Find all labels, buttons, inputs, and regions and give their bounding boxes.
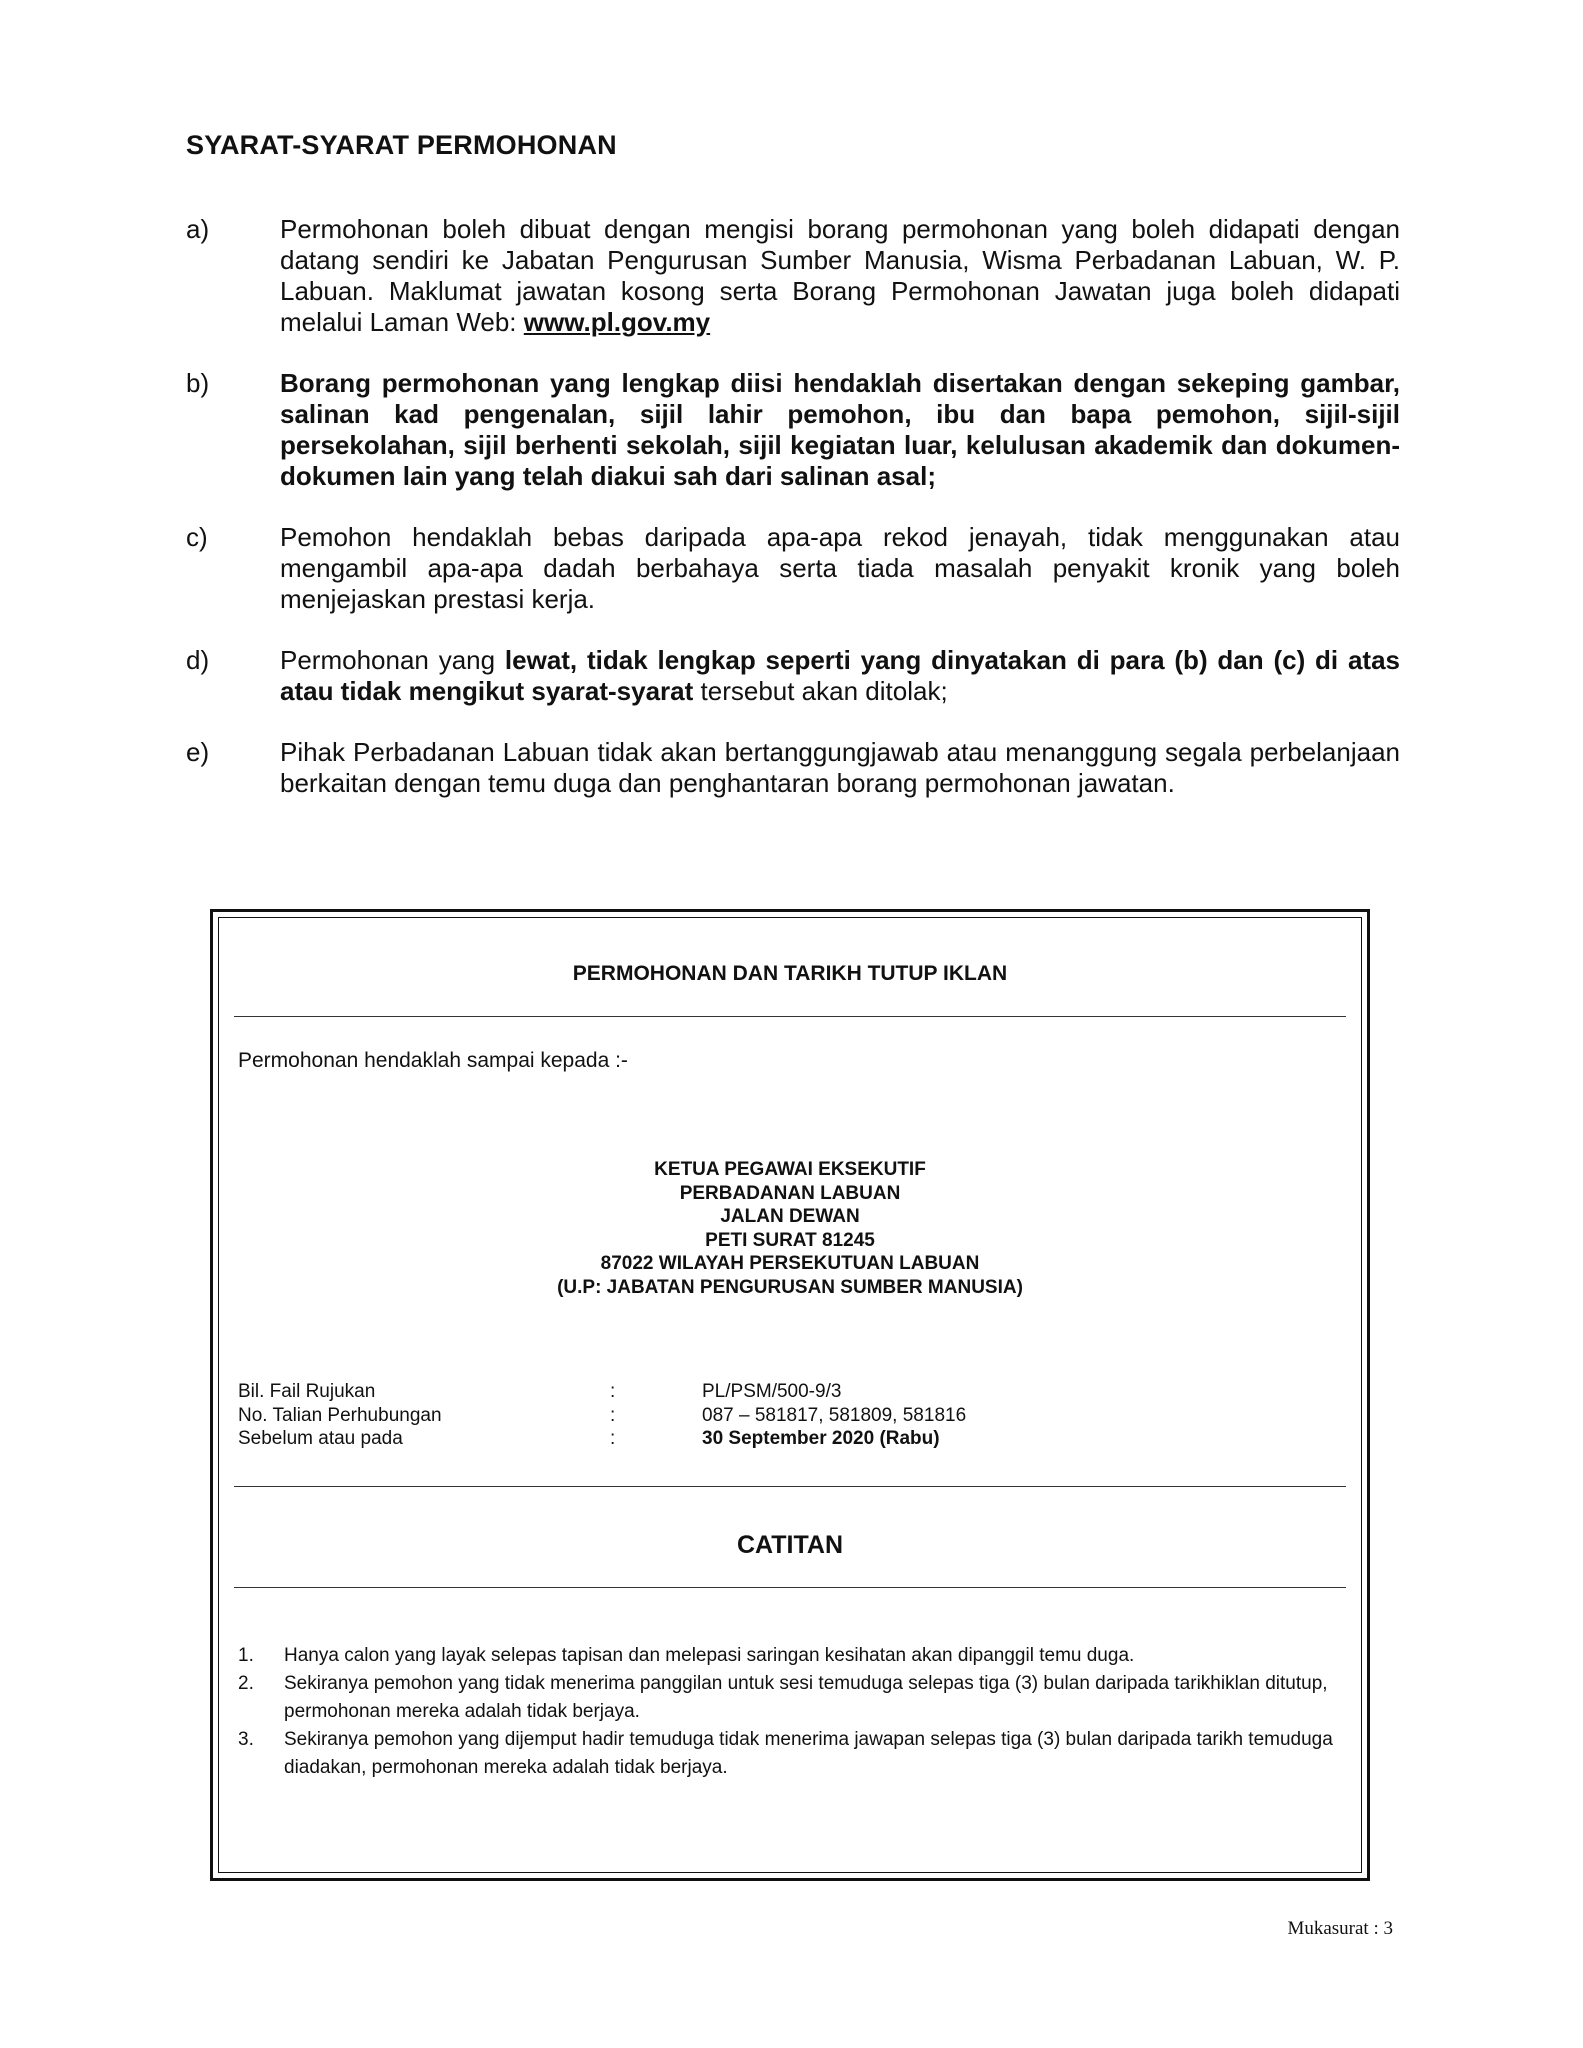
page-number: Mukasurat : 3	[1287, 1918, 1393, 1939]
note-item	[238, 1670, 1343, 1726]
condition-text: Pemohon hendaklah bebas daripada apa-apa rekod jenayah, tidak menggunakan atau mengambil apa-apa dadah berbahaya serta tiada masalah penyakit kronik yang boleh menjejaskan prestasi kerja.	[280, 522, 1400, 614]
condition-d	[186, 645, 1400, 707]
info-separator: :	[610, 1428, 616, 1449]
address-line: 87022 WILAYAH PERSEKUTUAN LABUAN	[600, 1253, 980, 1274]
send-to-label: Permohonan hendaklah sampai kepada :-	[238, 1049, 628, 1072]
condition-text-bold: lewat, tidak lengkap seperti yang dinyatakan di para (b) dan (c) di atas atau tidak mengikut syarat-syarat	[280, 645, 1400, 706]
condition-label: b)	[186, 368, 210, 398]
info-row-file-ref	[238, 1380, 1102, 1404]
note-number: 3.	[238, 1729, 254, 1750]
condition-label: e)	[186, 737, 210, 767]
info-value: 087 – 581817, 581809, 581816	[702, 1404, 967, 1426]
info-key: Sebelum atau pada	[238, 1428, 403, 1449]
divider	[234, 1486, 1346, 1487]
condition-text: Pihak Perbadanan Labuan tidak akan bertanggungjawab atau menanggung segala perbelanjaan berkaitan dengan temu duga dan penghantaran borang permohonan jawatan.	[280, 737, 1400, 798]
info-key: No. Talian Perhubungan	[238, 1404, 442, 1426]
mailing-address	[219, 1158, 1361, 1299]
condition-text: Permohonan boleh dibuat dengan mengisi borang permohonan yang boleh didapati dengan datang sendiri ke Jabatan Pengurusan Sumber Manusia, Wisma Perbadanan Labuan, W. P. Labuan. Maklumat jawatan kosong serta Borang Permohonan Jawatan juga boleh didapati melalui Laman Web:	[280, 214, 1400, 337]
condition-label: c)	[186, 522, 208, 552]
condition-text-post: tersebut akan ditolak;	[700, 676, 948, 706]
note-item	[238, 1726, 1343, 1782]
info-row-phone	[238, 1404, 1102, 1428]
info-separator: :	[610, 1404, 616, 1426]
conditions-list	[186, 214, 1400, 829]
condition-a	[186, 214, 1400, 338]
application-closing-box	[210, 909, 1370, 1881]
note-text: Sekiranya pemohon yang dijemput hadir temuduga tidak menerima jawapan selepas tiga (3) bulan daripada tarikh temuduga diadakan, permohonan mereka adalah tidak berjaya.	[284, 1729, 1333, 1778]
page-title: SYARAT-SYARAT PERMOHONAN	[186, 130, 617, 160]
note-item	[238, 1642, 1343, 1670]
address-line: (U.P: JABATAN PENGURUSAN SUMBER MANUSIA)	[557, 1276, 1023, 1298]
website-link[interactable]: www.pl.gov.my	[523, 307, 711, 337]
notes-title: CATITAN	[737, 1531, 843, 1559]
box-inner-border	[218, 917, 1362, 1873]
condition-label: d)	[186, 645, 210, 675]
address-line: PERBADANAN LABUAN	[679, 1182, 901, 1204]
condition-b	[186, 368, 1400, 492]
note-number: 1.	[238, 1645, 254, 1666]
info-separator: :	[610, 1381, 616, 1402]
condition-text-pre: Permohonan yang	[280, 645, 496, 675]
address-line: PETI SURAT 81245	[705, 1229, 875, 1251]
note-text: Sekiranya pemohon yang tidak menerima panggilan untuk sesi temuduga selepas tiga (3) bulan daripada tarikhiklan ditutup, permohonan mereka adalah tidak berjaya.	[284, 1673, 1328, 1722]
condition-text: Borang permohonan yang lengkap diisi hendaklah disertakan dengan sekeping gambar, salinan kad pengenalan, sijil lahir pemohon, ibu dan bapa pemohon, sijil-sijil persekolahan, sijil berhenti sekolah, sijil kegiatan luar, kelulusan akademik dan dokumen-dokumen lain yang telah diakui sah dari salinan asal;	[280, 368, 1400, 491]
note-text: Hanya calon yang layak selepas tapisan dan melepasi saringan kesihatan akan dipanggil temu duga.	[284, 1645, 1135, 1666]
address-line: JALAN DEWAN	[720, 1206, 860, 1227]
info-row-deadline	[238, 1427, 1102, 1451]
reference-info	[238, 1380, 1102, 1451]
info-key: Bil. Fail Rujukan	[238, 1381, 376, 1402]
box-title: PERMOHONAN DAN TARIKH TUTUP IKLAN	[572, 962, 1008, 985]
condition-c	[186, 522, 1400, 615]
condition-label: a)	[186, 214, 210, 244]
divider	[234, 1016, 1346, 1017]
address-line: KETUA PEGAWAI EKSEKUTIF	[654, 1159, 926, 1180]
info-value: PL/PSM/500-9/3	[702, 1381, 842, 1402]
note-number: 2.	[238, 1673, 254, 1694]
divider	[234, 1587, 1346, 1588]
notes-list	[238, 1642, 1343, 1782]
deadline-value: 30 September 2020 (Rabu)	[702, 1428, 940, 1449]
condition-e	[186, 737, 1400, 799]
